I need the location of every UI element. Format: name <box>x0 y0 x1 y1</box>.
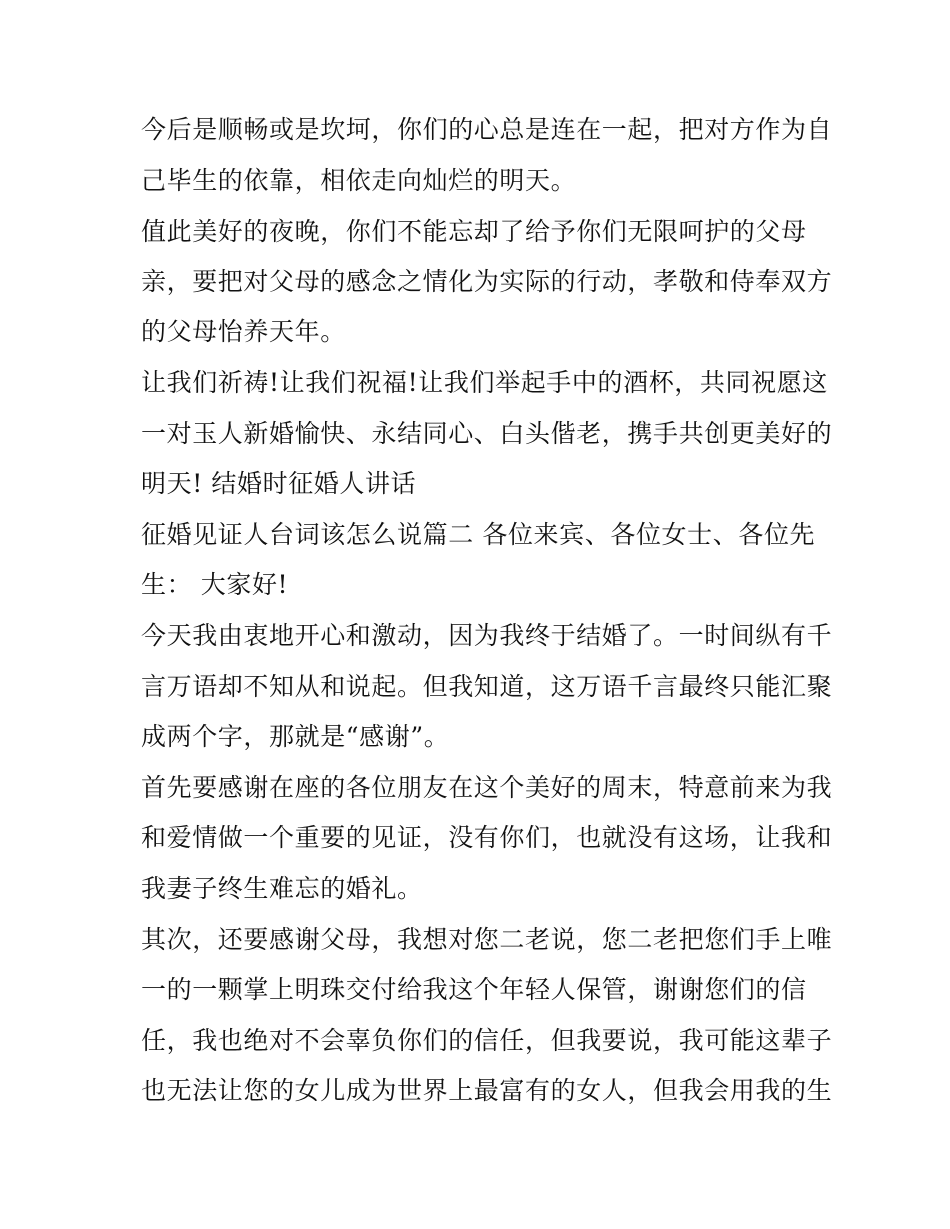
text-line: 其次，还要感谢父母，我想对您二老说，您二老把您们手上唯 <box>141 925 833 954</box>
text-line: 任，我也绝对不会辜负你们的信任，但我要说，我可能这辈子 <box>141 1026 833 1055</box>
text-line: 明天! 结婚时征婚人讲话 <box>141 469 417 498</box>
text-line: 首先要感谢在座的各位朋友在这个美好的周末，特意前来为我 <box>141 773 833 802</box>
text-line: 亲，要把对父母的感念之情化为实际的行动，孝敬和侍奉双方 <box>141 267 833 296</box>
text-line: 己毕生的依靠，相依走向灿烂的明天。 <box>141 166 577 195</box>
text-line: 我妻子终生难忘的婚礼。 <box>141 874 423 903</box>
text-line: 言万语却不知从和说起。但我知道，这万语千言最终只能汇聚 <box>141 672 833 701</box>
text-line: 成两个字，那就是“感谢”。 <box>141 722 450 751</box>
text-line: 生： 大家好! <box>141 570 289 599</box>
text-line: 让我们祈祷!让我们祝福!让我们举起手中的酒杯，共同祝愿这 <box>141 368 828 397</box>
text-line: 一的一颗掌上明珠交付给我这个年轻人保管，谢谢您们的信 <box>141 975 807 1004</box>
text-line: 征婚见证人台词该怎么说篇二 各位来宾、各位女士、各位先 <box>141 520 816 549</box>
text-line: 一对玉人新婚愉快、永结同心、白头偕老，携手共创更美好的 <box>141 419 833 448</box>
text-line: 的父母怡养天年。 <box>141 317 346 346</box>
text-line: 值此美好的夜晚，你们不能忘却了给予你们无限呵护的父母 <box>141 217 807 246</box>
text-line: 今后是顺畅或是坎坷，你们的心总是连在一起，把对方作为自 <box>141 115 833 144</box>
text-line: 也无法让您的女儿成为世界上最富有的女人，但我会用我的生 <box>141 1076 833 1105</box>
text-line: 今天我由衷地开心和激动，因为我终于结婚了。一时间纵有千 <box>141 621 833 650</box>
text-line: 和爱情做一个重要的见证，没有你们，也就没有这场，让我和 <box>141 823 833 852</box>
